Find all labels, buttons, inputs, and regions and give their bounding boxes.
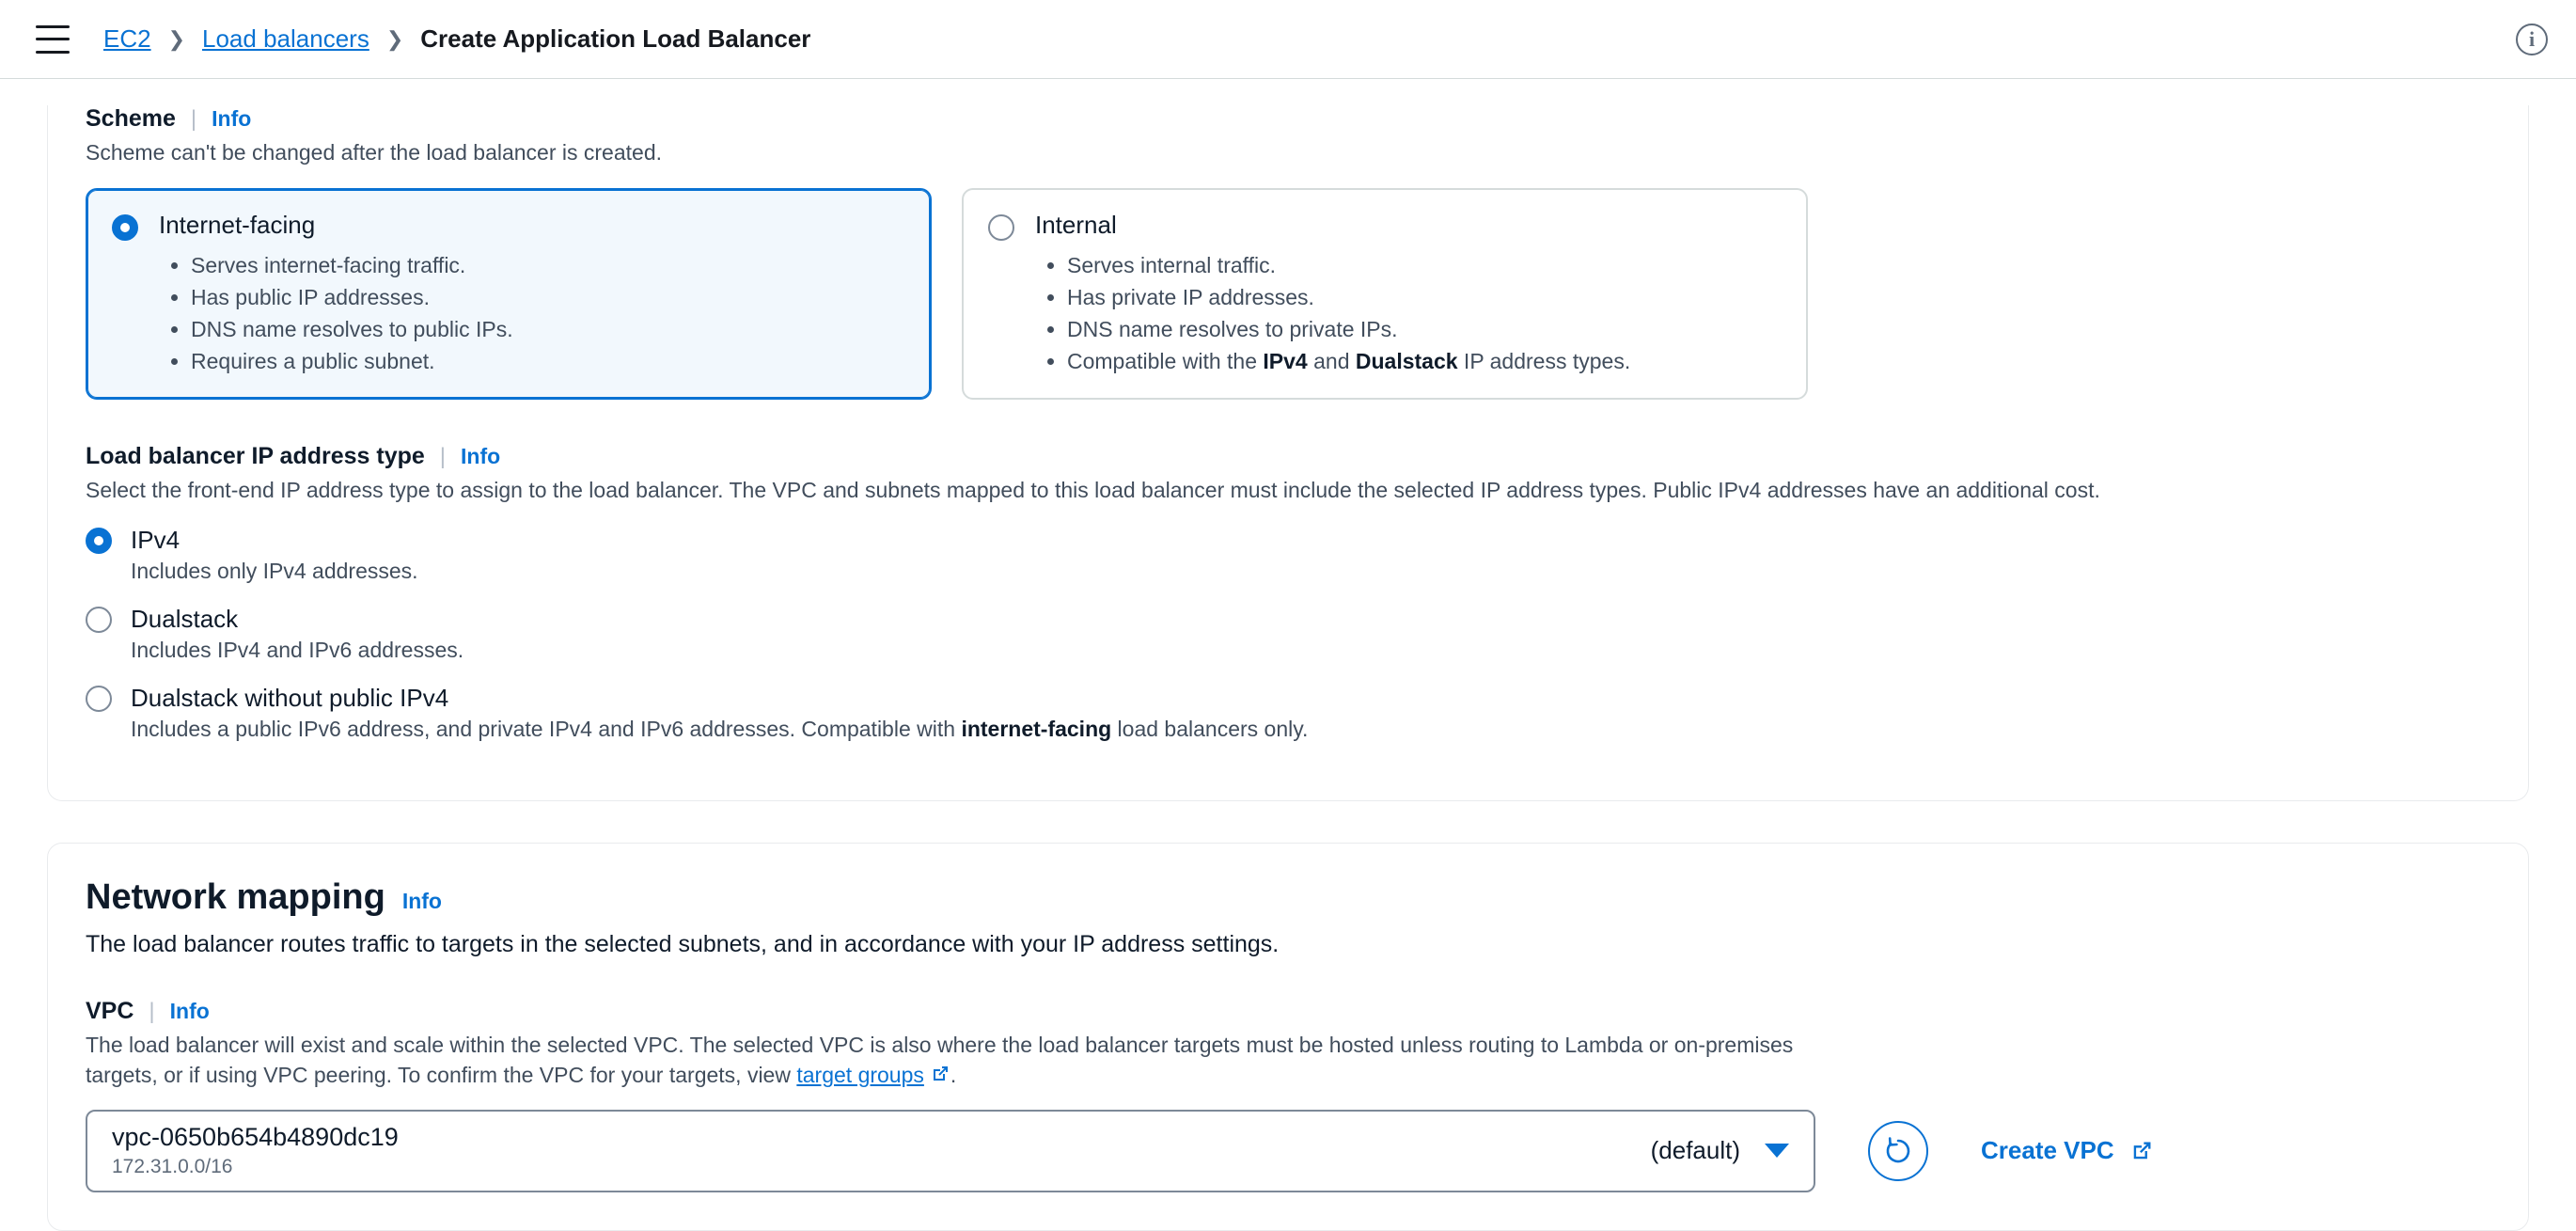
scheme-options <box>86 188 2490 400</box>
vpc-description: The load balancer will exist and scale within the selected VPC. The selected VPC is also where the load balancer targets must be hosted unless routing to Lambda or on-premises targets, or if using VPC peering. To confirm the VPC for your targets, view target groups . <box>86 1033 1794 1087</box>
vpc-default-tag: (default) <box>1650 1136 1740 1165</box>
vpc-info-link[interactable]: Info <box>169 999 210 1024</box>
vpc-selected-value: vpc-0650b654b4890dc19 <box>112 1123 399 1152</box>
breadcrumb-current-page: Create Application Load Balancer <box>420 24 811 53</box>
divider: | <box>439 444 447 470</box>
ip-type-options <box>86 526 2490 742</box>
hamburger-menu-icon[interactable] <box>36 25 70 54</box>
ip-type-option-dualstack[interactable] <box>86 605 2490 663</box>
top-navigation-bar <box>0 0 2576 79</box>
ip-type-option-desc: Includes a public IPv6 address, and private IPv4 and IPv6 addresses. Compatible with internet-facing load balancers only. <box>131 717 1309 742</box>
external-link-icon <box>2129 1139 2154 1163</box>
page-content <box>0 105 2576 1231</box>
vpc-label: VPC <box>86 998 134 1025</box>
breadcrumb-separator-icon: ❯ <box>385 26 404 51</box>
ip-type-option-title: IPv4 <box>131 526 181 555</box>
scheme-option-internet-facing[interactable] <box>86 188 932 400</box>
network-mapping-info-link[interactable]: Info <box>401 889 442 914</box>
radio-dualstack[interactable] <box>86 607 112 633</box>
network-mapping-panel <box>47 843 2529 1230</box>
breadcrumb-link-ec2[interactable]: EC2 <box>103 24 151 53</box>
divider: | <box>149 999 155 1025</box>
bullet: • Serves internet-facing traffic. <box>191 249 513 281</box>
target-groups-link[interactable]: target groups <box>796 1062 924 1087</box>
radio-ipv4[interactable] <box>86 528 112 554</box>
radio-internet-facing[interactable] <box>112 214 138 241</box>
ip-type-description: Select the front-end IP address type to assign to the load balancer. The VPC and subnets mapped to this load balancer must include the selected IP address types. Public IPv4 addresses have an additional cost. <box>86 478 2100 503</box>
vpc-label-row <box>86 998 2490 1025</box>
radio-dualstack-without-public-ipv4[interactable] <box>86 686 112 712</box>
basic-configuration-panel <box>47 105 2529 801</box>
bullet: • DNS name resolves to private IPs. <box>1067 313 1630 345</box>
ip-type-option-title: Dualstack without public IPv4 <box>131 684 449 713</box>
bullet-compatible: • Compatible with the IPv4 and Dualstack IP address types. <box>1067 345 1630 377</box>
network-mapping-title-row <box>86 877 2490 918</box>
scheme-info-link[interactable]: Info <box>212 106 252 131</box>
info-circle-icon[interactable]: i <box>2516 24 2548 55</box>
ip-type-option-title: Dualstack <box>131 605 239 634</box>
network-mapping-subtitle: The load balancer routes traffic to targets in the selected subnets, and in accordance with your IP address settings. <box>86 931 1280 958</box>
external-link-icon <box>930 1064 950 1084</box>
ip-type-info-link[interactable]: Info <box>461 444 501 469</box>
scheme-option-bullets <box>1035 249 1630 377</box>
bullet: • Has public IP addresses. <box>191 281 513 313</box>
vpc-select[interactable] <box>86 1110 1815 1192</box>
create-vpc-label: Create VPC <box>1981 1136 2114 1165</box>
bullet: • Serves internal traffic. <box>1067 249 1630 281</box>
vpc-select-row <box>86 1110 2490 1192</box>
ip-type-option-ipv4[interactable] <box>86 526 2490 584</box>
scheme-option-title: Internal <box>1035 211 1117 240</box>
bullet: • DNS name resolves to public IPs. <box>191 313 513 345</box>
breadcrumb <box>103 24 810 54</box>
ip-type-option-dualstack-no-public-ipv4[interactable] <box>86 684 2490 742</box>
create-vpc-link[interactable] <box>1981 1136 2154 1165</box>
breadcrumb-separator-icon: ❯ <box>167 26 186 51</box>
ip-type-option-desc: Includes only IPv4 addresses. <box>131 559 418 584</box>
network-mapping-title: Network mapping <box>86 877 385 918</box>
chevron-down-icon[interactable] <box>1765 1144 1789 1158</box>
bullet: • Requires a public subnet. <box>191 345 513 377</box>
breadcrumb-link-load-balancers[interactable]: Load balancers <box>202 24 369 53</box>
ip-type-label-row <box>86 443 2490 470</box>
scheme-option-internal[interactable] <box>962 188 1808 400</box>
scheme-label-row <box>86 105 2490 133</box>
radio-internal[interactable] <box>988 214 1014 241</box>
scheme-option-bullets <box>159 249 513 377</box>
bullet: • Has private IP addresses. <box>1067 281 1630 313</box>
scheme-option-title: Internet-facing <box>159 211 316 240</box>
divider: | <box>190 106 197 132</box>
scheme-label: Scheme <box>86 105 176 132</box>
scheme-description: Scheme can't be changed after the load balancer is created. <box>86 140 663 165</box>
refresh-icon[interactable] <box>1868 1121 1928 1181</box>
vpc-selected-cidr: 172.31.0.0/16 <box>112 1156 233 1178</box>
ip-type-label: Load balancer IP address type <box>86 443 425 470</box>
ip-type-option-desc: Includes IPv4 and IPv6 addresses. <box>131 638 464 663</box>
